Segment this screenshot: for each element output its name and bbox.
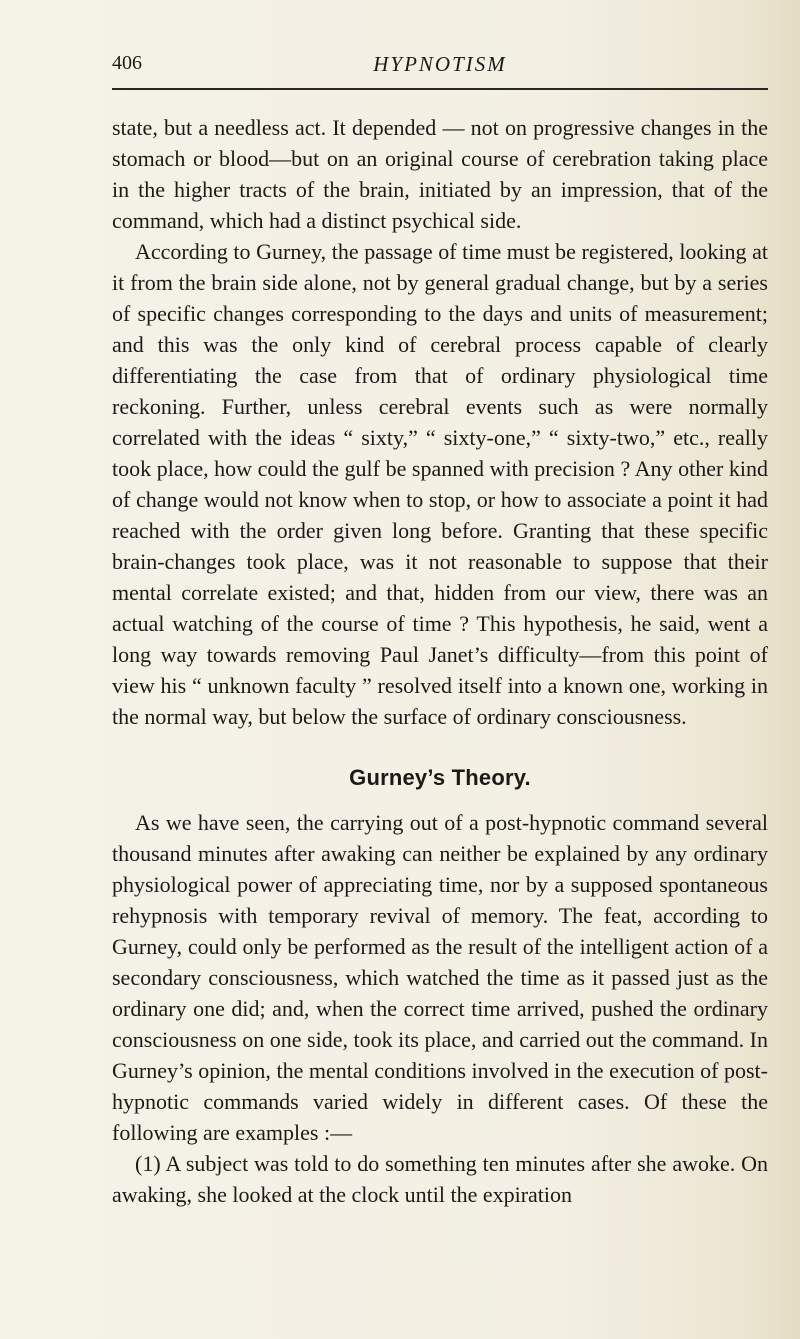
running-head	[112, 52, 768, 88]
paragraph: According to Gurney, the passage of time must be registered, looking at it from the brain side alone, not by general gradual change, but by a series of specific changes corresponding to the days and units of measurement; and this was the only kind of cerebral process capable of clearly differentiating the case from that of ordinary physiological time reckoning. Further, unless cerebral events such as were normally correlated with the ideas “ sixty,” “ sixty-one,” “ sixty-two,” etc., really took place, how could the gulf be spanned with precision ? Any other kind of change would not know when to stop, or how to associate a point it had reached with the order given long before. Granting that these specific brain-changes took place, was it not reasonable to suppose that their mental correlate existed; and that, hidden from our view, there was an actual watching of the course of time ? This hypothesis, he said, went a long way towards removing Paul Janet’s difficulty—from this point of view his “ unknown faculty ” resolved itself into a known one, working in the normal way, but below the surface of ordinary consciousness.	[112, 239, 768, 729]
paragraph: (1) A subject was told to do something ten minutes after she awoke. On awaking, she looked at the clock until the expiration	[112, 1151, 768, 1207]
paragraph-continued: state, but a needless act. It depended — not on progressive changes in the stomach or blood—but on an original course of cerebration taking place in the higher tracts of the brain, initiated by an impression, that of the command, which had a distinct psychical side.	[112, 115, 768, 233]
header-rule	[112, 88, 768, 90]
running-title: HYPNOTISM	[373, 52, 507, 76]
section-heading: Gurney’s Theory.	[349, 765, 531, 790]
page-number: 406	[112, 52, 142, 74]
paragraph: As we have seen, the carrying out of a post-hypnotic command several thousand minutes after awaking can neither be explained by any ordinary physiological power of appreciating time, nor by a supposed spontaneous rehypnosis with temporary revival of memory. The feat, according to Gurney, could only be performed as the result of the intelligent action of a secondary consciousness, which watched the time as it passed just as the ordinary one did; and, when the correct time arrived, pushed the ordinary consciousness on one side, took its place, and carried out the command. In Gurney’s opinion, the mental conditions involved in the execution of post-hypnotic commands varied widely in different cases. Of these the following are examples :—	[112, 810, 768, 1145]
page-body	[112, 112, 768, 1210]
